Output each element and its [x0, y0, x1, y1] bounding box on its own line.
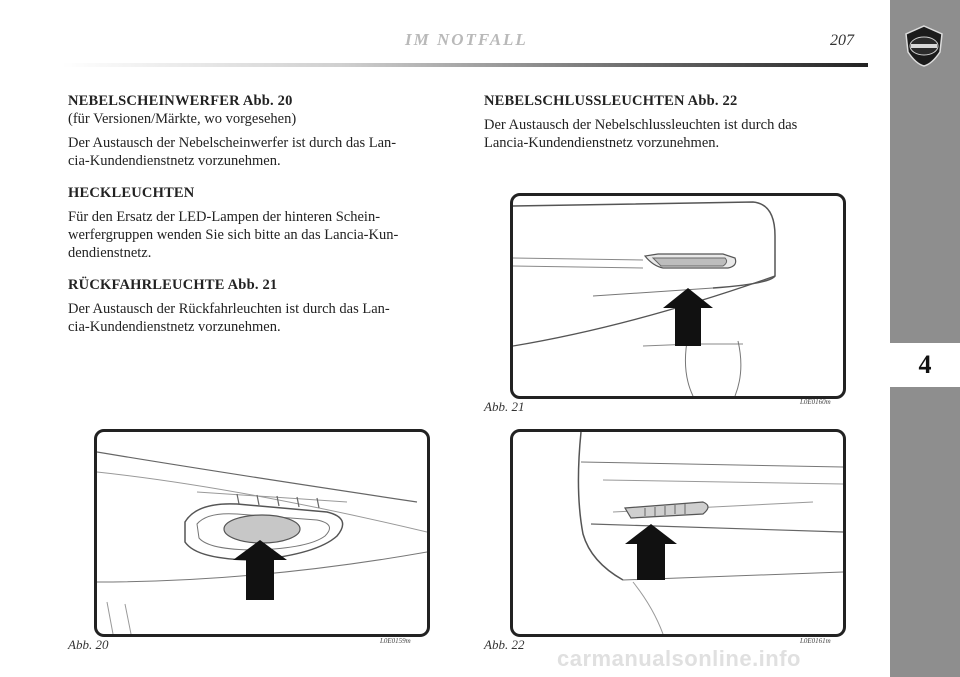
- paragraph-line: Der Austausch der Rückfahrleuchten ist durch das Lan-: [68, 301, 390, 317]
- figure-code: L0E0161m: [800, 637, 831, 645]
- figure-code: L0E0160m: [800, 398, 831, 406]
- chapter-number: 4: [918, 350, 932, 379]
- paragraph-line: Der Austausch der Nebelschlussleuchten ist durch das: [484, 117, 798, 133]
- section-heading-heckleuchten: HECKLEUCHTEN: [68, 185, 195, 201]
- arrow-up-icon: [663, 288, 713, 346]
- chapter-number-box[interactable]: [890, 341, 960, 389]
- figure-reversing-light: [510, 193, 846, 399]
- reversing-light-illustration: [513, 196, 843, 396]
- lancia-logo-icon: [902, 24, 946, 68]
- section-heading-rueckfahrleuchte: RÜCKFAHRLEUCHTE Abb. 21: [68, 277, 278, 293]
- chapter-side-tab: [890, 0, 960, 677]
- section-heading-nebelscheinwerfer: NEBELSCHEINWERFER Abb. 20: [68, 93, 293, 109]
- section-heading-nebelschlussleuchten: NEBELSCHLUSSLEUCHTEN Abb. 22: [484, 93, 738, 109]
- rear-fog-light-illustration: [513, 432, 843, 634]
- header-rule: [62, 63, 868, 67]
- paragraph-line: werfergruppen wenden Sie sich bitte an das Lancia-Kun-: [68, 227, 399, 243]
- paragraph-line: cia-Kundendienstnetz vorzunehmen.: [68, 153, 281, 169]
- figure-fog-light: [94, 429, 430, 637]
- paragraph-line: cia-Kundendienstnetz vorzunehmen.: [68, 319, 281, 335]
- figure-caption: Abb. 20: [68, 637, 109, 652]
- paragraph-line: Lancia-Kundendienstnetz vorzunehmen.: [484, 135, 720, 151]
- page-number: 207: [830, 32, 854, 49]
- figure-caption: Abb. 21: [484, 399, 525, 414]
- figure-code: L0E0159m: [380, 637, 411, 645]
- left-text-column: [68, 92, 458, 336]
- arrow-up-icon: [625, 524, 677, 580]
- section-subheading: (für Versionen/Märkte, wo vorgesehen): [68, 111, 297, 127]
- figure-rear-fog-light: [510, 429, 846, 637]
- watermark: carmanualsonline.info: [557, 646, 801, 671]
- figure-caption: Abb. 22: [484, 637, 525, 652]
- right-text-column: [484, 92, 874, 152]
- fog-light-illustration: [97, 432, 427, 634]
- paragraph-line: Der Austausch der Nebelscheinwerfer ist durch das Lan-: [68, 135, 397, 151]
- paragraph-line: Für den Ersatz der LED-Lampen der hinteren Schein-: [68, 209, 381, 225]
- paragraph-line: dendienstnetz.: [68, 245, 152, 261]
- page-header-title: IM NOTFALL: [405, 30, 528, 49]
